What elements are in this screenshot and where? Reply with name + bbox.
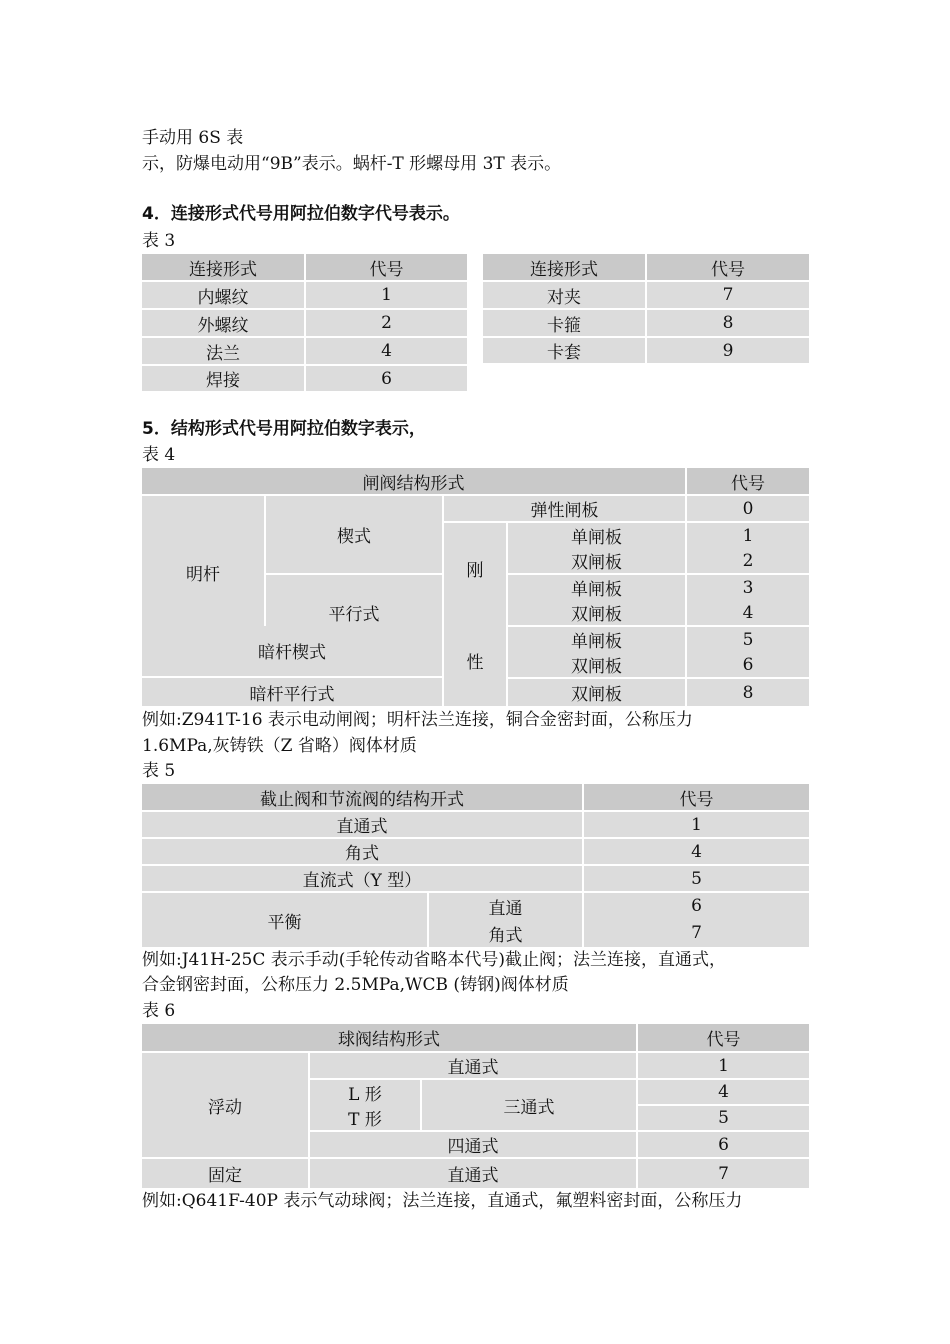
- table4-xie-shi: 楔式: [266, 496, 442, 573]
- table5-cell: 直流式（Y 型）: [142, 866, 582, 891]
- table3-right-header-code: 代号: [647, 254, 809, 280]
- table6-code: 4: [638, 1080, 809, 1104]
- table3-left-header-code: 代号: [306, 254, 467, 280]
- table3-right-cell: 卡箍: [483, 310, 645, 336]
- table6-l-shape: L 形: [310, 1080, 420, 1104]
- intro-line-1: 手动用 6S 表: [142, 128, 244, 148]
- table4-double-gate: 双闸板: [508, 548, 685, 573]
- table4-ping-xing-shi: 平行式: [266, 575, 442, 649]
- table3-right-cell: 8: [647, 310, 809, 336]
- table3-right-header-form: 连接形式: [483, 254, 645, 280]
- intro-line-2: 示，防爆电动用“9B”表示。蜗杆-T 形螺母用 3T 表示。: [142, 154, 562, 174]
- table3-left-header-form: 连接形式: [142, 254, 304, 280]
- table6-code: 5: [638, 1106, 809, 1130]
- example2-line-1: 例如:J41H-25C 表示手动(手轮传动省略本代号)截止阀；法兰连接，直通式，: [142, 950, 727, 970]
- table4-gang-xing: [444, 523, 506, 706]
- table4-an-gan-ping-xing-shi: 暗杆平行式: [142, 678, 442, 706]
- table3-left: [142, 254, 467, 391]
- table4-code: 0: [687, 496, 809, 521]
- table3-right: [483, 254, 809, 363]
- table6-fixed: 固定: [142, 1159, 308, 1188]
- table3-right-cell: 7: [647, 282, 809, 308]
- table4: [142, 468, 809, 706]
- table5-balance-straight: 直通: [429, 893, 582, 919]
- table4-double-gate: 双闸板: [508, 652, 685, 677]
- table4-single-gate: 单闸板: [508, 627, 685, 652]
- table3-left-cell: 内螺纹: [142, 282, 304, 308]
- table4-gang: 刚: [466, 561, 484, 582]
- table6-code: 7: [638, 1159, 809, 1188]
- table5-balance: 平衡: [142, 893, 427, 947]
- table5-cell: 角式: [142, 839, 582, 864]
- table3-left-cell: 6: [306, 366, 467, 391]
- table5-code: 1: [584, 812, 809, 837]
- table6-code: 1: [638, 1053, 809, 1078]
- table4-code: 2: [687, 548, 809, 573]
- table6-fixed-straight: 直通式: [310, 1159, 636, 1188]
- table3-right-cell: 9: [647, 338, 809, 363]
- table3-right-cell: 对夹: [483, 282, 645, 308]
- table4-an-gan-xie-shi-label: 暗杆楔式: [258, 642, 326, 663]
- table5-code: 4: [584, 839, 809, 864]
- table4-double-gate: 双闸板: [508, 679, 685, 706]
- table4-single-gate: 单闸板: [508, 523, 685, 548]
- table6-three-way: 三通式: [422, 1080, 636, 1130]
- table4-an-gan-xie-shi-cell: [142, 626, 442, 674]
- table6-four-way: 四通式: [310, 1132, 636, 1157]
- table5: [142, 784, 809, 947]
- example1-line-1: 例如:Z941T-16 表示电动闸阀；明杆法兰连接，铜合金密封面，公称压力: [142, 710, 693, 730]
- table3-caption: 表 3: [142, 231, 176, 251]
- section4-heading: 4．连接形式代号用阿拉伯数字代号表示。: [142, 204, 460, 224]
- example1-line-2: 1.6MPa,灰铸铁（Z 省略）阀体材质: [142, 736, 417, 756]
- table4-tan-xing: 弹性闸板: [444, 496, 685, 521]
- table5-code: 7: [584, 919, 809, 947]
- table6-caption: 表 6: [142, 1001, 176, 1021]
- table4-double-gate: 双闸板: [508, 600, 685, 625]
- example2-line-2: 合金钢密封面，公称压力 2.5MPa,WCB (铸钢)阀体材质: [142, 975, 569, 995]
- table5-balance-angle: 角式: [429, 919, 582, 947]
- table3-left-cell: 法兰: [142, 338, 304, 364]
- table6-code: 6: [638, 1132, 809, 1157]
- table6-header: 球阀结构形式: [142, 1024, 636, 1051]
- example3-line-1: 例如:Q641F-40P 表示气动球阀；法兰连接，直通式，氟塑料密封面，公称压力: [142, 1191, 743, 1211]
- section5-heading: 5．结构形式代号用阿拉伯数字表示，: [142, 419, 426, 439]
- table4-ming-gan: 明杆: [142, 496, 264, 649]
- table3-right-cell: 卡套: [483, 338, 645, 363]
- table5-code: 6: [584, 893, 809, 919]
- table3-left-cell: 2: [306, 310, 467, 336]
- table4-code: 3: [687, 575, 809, 600]
- table5-code-header: 代号: [584, 784, 809, 810]
- table4-code: 6: [687, 652, 809, 677]
- table6-t-shape: T 形: [310, 1104, 420, 1130]
- table4-code: 4: [687, 600, 809, 625]
- table3-left-cell: 4: [306, 338, 467, 364]
- table4-caption: 表 4: [142, 445, 176, 465]
- table4-header: 闸阀结构形式: [142, 468, 685, 494]
- table6-code-header: 代号: [638, 1024, 809, 1051]
- table4-code-header: 代号: [687, 468, 809, 494]
- table5-header: 截止阀和节流阀的结构开式: [142, 784, 582, 810]
- table4-single-gate: 单闸板: [508, 575, 685, 600]
- table4-code: 8: [687, 679, 809, 706]
- table3-left-cell: 焊接: [142, 366, 304, 391]
- table6-straight: 直通式: [310, 1053, 636, 1078]
- table5-code: 5: [584, 866, 809, 891]
- table6-floating: 浮动: [142, 1053, 308, 1157]
- table3-left-cell: 1: [306, 282, 467, 308]
- table5-caption: 表 5: [142, 761, 176, 781]
- table3-left-cell: 外螺纹: [142, 310, 304, 336]
- table4-code: 5: [687, 627, 809, 652]
- table4-code: 1: [687, 523, 809, 548]
- table5-cell: 直通式: [142, 812, 582, 837]
- table6: [142, 1024, 809, 1188]
- table4-xing: 性: [466, 652, 484, 673]
